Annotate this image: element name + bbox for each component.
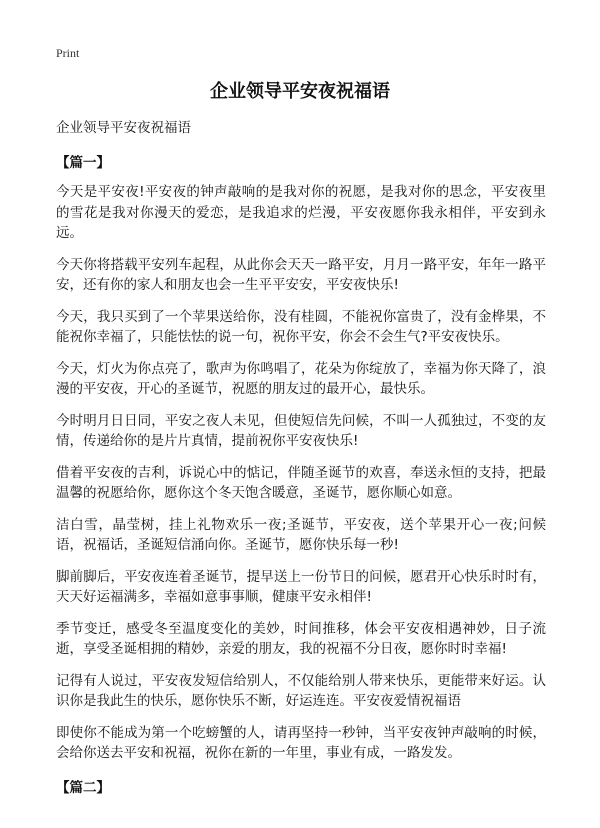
paragraph: 今天，我只买到了一个苹果送给你，没有桂圆，不能祝你富贵了，没有金桦果，不能祝你幸福了，只能怯怯的说一句，祝你平安，你会不会生气?平安夜快乐。: [56, 308, 546, 345]
print-link[interactable]: Print: [56, 46, 80, 60]
section-heading: 【篇二】: [56, 779, 110, 796]
paragraph: 借着平安夜的吉利，诉说心中的惦记，伴随圣诞节的欢喜，奉送永恒的支持，把最温馨的祝愿给你，愿你这个冬天饱含暖意，圣诞节，愿你顺心如意。: [56, 464, 546, 501]
paragraph: 今天是平安夜!平安夜的钟声敲响的是我对你的祝愿，是我对你的思念，平安夜里的雪花是我对你漫天的爱恋，是我追求的烂漫，平安夜愿你我永相伴，平安到永远。: [56, 184, 546, 241]
paragraph: 即使你不能成为第一个吃螃蟹的人，请再坚持一秒钟，当平安夜钟声敲响的时候，会给你送去平安和祝福，祝你在新的一年里，事业有成，一路发发。: [56, 724, 546, 761]
section-1: [56, 153, 546, 764]
document-body: [56, 118, 546, 807]
paragraph: 记得有人说过，平安夜发短信给别人，不仅能给别人带来快乐，更能带来好运。认识你是我此生的快乐，愿你快乐不断，好运连连。平安夜爱情祝福语: [56, 672, 546, 709]
page-title: 企业领导平安夜祝福语: [210, 81, 390, 102]
paragraph: 今天，灯火为你点亮了，歌声为你鸣唱了，花朵为你绽放了，幸福为你天降了，浪漫的平安夜，开心的圣诞节，祝愿的朋友过的最开心，最快乐。: [56, 360, 546, 397]
section-2: [56, 778, 546, 798]
paragraph: 脚前脚后，平安夜连着圣诞节，提早送上一份节日的问候，愿君开心快乐时时有，天天好运福满多，幸福如意事事顺，健康平安永相伴!: [56, 568, 546, 605]
paragraph: 今时明月日日同，平安之夜人未见，但使短信先问候，不叫一人孤独过，不变的友情，传递给你的是片片真情，提前祝你平安夜快乐!: [56, 412, 546, 449]
paragraph: 洁白雪，晶莹树，挂上礼物欢乐一夜;圣诞节，平安夜，送个苹果开心一夜;问候语，祝福话，圣诞短信涌向你。圣诞节，愿你快乐每一秒!: [56, 516, 546, 553]
paragraph: 季节变迁，感受冬至温度变化的美妙，时间推移，体会平安夜相遇神妙，日子流逝，享受圣诞相拥的精妙，亲爱的朋友，我的祝福不分日夜，愿你时时幸福!: [56, 620, 546, 657]
section-heading: 【篇一】: [56, 155, 110, 171]
document-subtitle: 企业领导平安夜祝福语: [56, 120, 191, 136]
paragraph: 今天你将搭载平安列车起程，从此你会天天一路平安，月月一路平安，年年一路平安，还有你的家人和朋友也会一生平平安安，平安夜快乐!: [56, 256, 546, 293]
